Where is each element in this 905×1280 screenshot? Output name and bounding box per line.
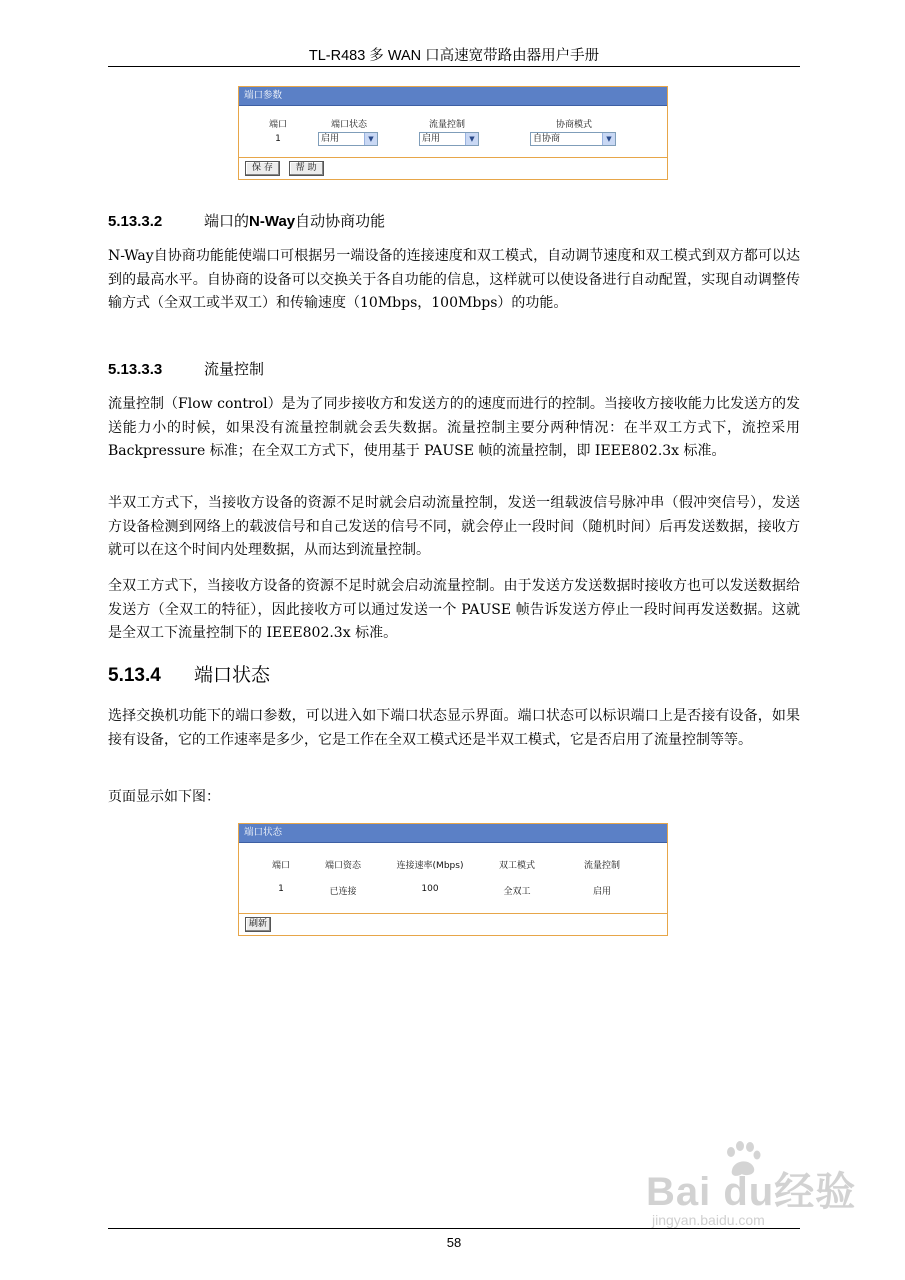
flow-control-value: 启用 xyxy=(422,134,441,144)
section-heading-flow-control xyxy=(108,358,264,379)
row-port-value: 1 xyxy=(275,134,281,144)
port-status-value: 启用 xyxy=(321,134,340,144)
save-button[interactable]: 保 存 xyxy=(245,161,280,176)
status-speed-value: 100 xyxy=(421,884,439,894)
chevron-down-icon: ▼ xyxy=(465,133,478,145)
section-number: 5.13.3.3 xyxy=(108,361,163,378)
footer-divider xyxy=(108,1228,800,1229)
heading-text: 端口的 xyxy=(204,212,250,230)
col-flow-control: 流量控制 xyxy=(583,861,620,871)
watermark-url: jingyan.baidu.com xyxy=(652,1212,765,1228)
section-heading-nway xyxy=(108,210,385,231)
section-heading-port-status xyxy=(108,660,270,687)
heading-text: 自动协商功能 xyxy=(295,212,386,230)
watermark xyxy=(640,1140,860,1230)
col-duplex: 双工模式 xyxy=(498,861,535,871)
heading-text: 端口状态 xyxy=(194,664,271,686)
status-connection-value: 已连接 xyxy=(329,887,357,897)
port-params-title: 端口参数 xyxy=(239,87,667,106)
col-negotiation: 协商模式 xyxy=(555,120,592,130)
flow-control-select[interactable] xyxy=(419,132,479,146)
chevron-down-icon: ▼ xyxy=(602,133,615,145)
watermark-logo: Bai du经验 xyxy=(646,1170,857,1214)
paragraph-flow-3: 全双工方式下，当接收方设备的资源不足时就会启动流量控制。由于发送方发送数据时接收方也可以发送数据给发送方（全双工的特征），因此接收方可以通过发送一个 PAUSE 帧告诉发送方停止一段时间再发送数据。这就是全双工下流量控制下的 IEEE802.3x 标准。 xyxy=(108,578,800,641)
status-flow-value: 启用 xyxy=(592,887,611,897)
help-button[interactable]: 帮 助 xyxy=(289,161,324,176)
page-header: TL-R483 多 WAN 口高速宽带路由器用户手册 xyxy=(308,48,600,64)
paragraph-flow-1: 流量控制（Flow control）是为了同步接收方和发送方的的速度而进行的控制。当接收方接收能力比发送方的发送能力小的时候，如果没有流量控制就会丢失数据。流量控制主要分两种情况：在半双工方式下，流控采用 Backpressure 标准；在全双工方式下，使用基于 PAUSE 帧的流量控制，即 IEEE802.3x 标准。 xyxy=(108,396,800,459)
port-status-title: 端口状态 xyxy=(239,824,667,843)
refresh-button[interactable]: 刷新 xyxy=(245,917,271,932)
section-number: 5.13.4 xyxy=(108,665,161,686)
port-status-select[interactable] xyxy=(318,132,378,146)
negotiation-value: 自协商 xyxy=(533,134,561,144)
port-status-panel xyxy=(238,823,668,936)
col-port: 端口 xyxy=(268,120,287,130)
paragraph-port-status-2: 页面显示如下图： xyxy=(108,789,220,805)
port-params-panel xyxy=(238,86,668,180)
section-number: 5.13.3.2 xyxy=(108,213,163,230)
status-port-value: 1 xyxy=(278,884,284,894)
paragraph-flow-2: 半双工方式下，当接收方设备的资源不足时就会启动流量控制，发送一组载波信号脉冲串（假冲突信号），发送方设备检测到网络上的载波信号和自己发送的信号不同，就会停止一段时间（随机时间）后再发送数据，接收方就可以在这个时间内处理数据，从而达到流量控制。 xyxy=(108,495,800,558)
col-port: 端口 xyxy=(271,861,290,871)
col-port-status: 端口资态 xyxy=(324,861,361,871)
status-duplex-value: 全双工 xyxy=(503,887,531,897)
col-port-status: 端口状态 xyxy=(330,120,367,130)
page-number: 58 xyxy=(446,1235,462,1250)
col-link-speed: 连接速率(Mbps) xyxy=(396,861,464,871)
negotiation-select[interactable] xyxy=(530,132,616,146)
port-params-footer xyxy=(239,157,667,179)
heading-text: 流量控制 xyxy=(204,360,265,378)
paragraph-nway: N-Way自协商功能能使端口可根据另一端设备的连接速度和双工模式，自动调节速度和双工模式到双方都可以达到的最高水平。自协商的设备可以交换关于各自功能的信息，这样就可以使设备进行自动配置，实现自动调整传输方式（全双工或半双工）和传输速度（10Mbps，100Mbps）的功能。 xyxy=(108,248,800,311)
paragraph-port-status-1: 选择交换机功能下的端口参数，可以进入如下端口状态显示界面。端口状态可以标识端口上是否接有设备，如果接有设备，它的工作速率是多少，它是工作在全双工模式还是半双工模式，它是否启用了流量控制等等。 xyxy=(108,708,800,748)
chevron-down-icon: ▼ xyxy=(364,133,377,145)
header-divider xyxy=(108,66,800,67)
port-status-footer xyxy=(239,913,667,935)
heading-text-bold: N-Way xyxy=(249,213,296,230)
col-flow-control: 流量控制 xyxy=(428,120,465,130)
